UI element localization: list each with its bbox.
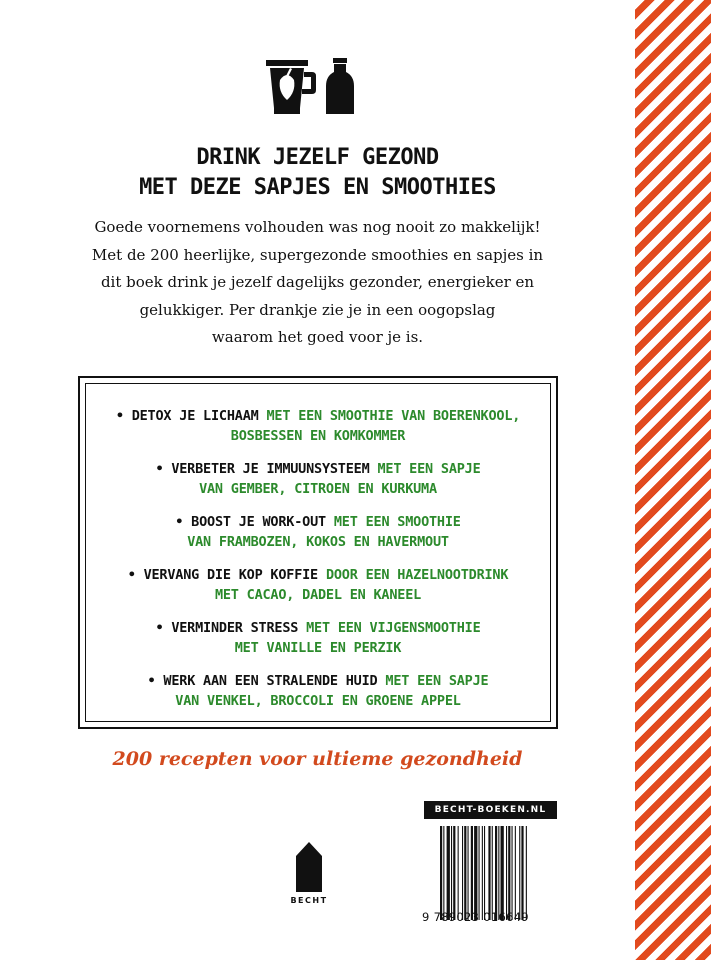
decorative-stripes (635, 0, 711, 960)
benefit-item (86, 512, 550, 552)
benefits-box-inner-border (85, 383, 551, 722)
benefit-lead: VERMINDER STRESS (171, 620, 299, 636)
barcode-bar (498, 826, 499, 920)
barcode-bar (508, 826, 510, 920)
benefit-detail: MET EEN SMOOTHIE VAN BOERENKOOL, (266, 408, 521, 424)
barcode-bar (468, 826, 469, 920)
barcode-bar (464, 826, 466, 920)
barcode-bar (488, 826, 490, 920)
barcode-bar (462, 826, 463, 920)
intro-line: Met de 200 heerlijke, supergezonde smoothies en sapjes in (91, 245, 544, 264)
benefit-detail: VAN VENKEL, BROCCOLI EN GROENE APPEL (175, 693, 461, 709)
barcode-bar (458, 826, 459, 920)
benefit-lead: VERVANG DIE KOP KOFFIE (143, 567, 318, 583)
barcode-bar (484, 826, 485, 920)
barcode-bar (501, 826, 504, 920)
barcode (440, 826, 558, 920)
benefit-detail: VAN FRAMBOZEN, KOKOS EN HAVERMOUT (187, 534, 449, 550)
bullet: • (175, 514, 184, 530)
benefit-detail: MET EEN VIJGENSMOOTHIE (306, 620, 481, 636)
benefit-detail: MET VANILLE EN PERZIK (234, 640, 402, 656)
barcode-bar (471, 826, 473, 920)
barcode-bar (506, 826, 507, 920)
tagline: 200 recepten voor ultieme gezondheid (112, 748, 523, 770)
benefit-item (86, 671, 550, 711)
barcode-bar (474, 826, 477, 920)
website-label: BECHT-BOEKEN.NL (424, 801, 557, 819)
blender-icon (266, 60, 316, 114)
benefit-detail: MET CACAO, DADEL EN KANEEL (214, 587, 422, 603)
barcode-bar (440, 826, 442, 920)
benefit-item (86, 618, 550, 658)
benefit-detail: DOOR EEN HAZELNOOTDRINK (325, 567, 509, 583)
drink-icons (264, 58, 364, 116)
bullet: • (147, 673, 156, 689)
barcode-bar (512, 826, 513, 920)
bullet: • (127, 567, 136, 583)
benefit-lead: VERBETER JE IMMUUNSYSTEEM (171, 461, 370, 477)
barcode-bar (526, 826, 527, 920)
barcode-bar (451, 826, 452, 920)
benefit-detail: MET EEN SMOOTHIE (333, 514, 461, 530)
isbn-number: 9 789023 016649 (422, 910, 529, 924)
intro-line: gelukkiger. Per drankje zie je in een oogopslag (139, 300, 496, 319)
benefit-lead: BOOST JE WORK-OUT (191, 514, 326, 530)
barcode-bar (521, 826, 523, 920)
benefit-detail: BOSBESSEN EN KOMKOMMER (230, 428, 406, 444)
barcode-bar (453, 826, 455, 920)
barcode-bar (443, 826, 444, 920)
benefit-item (86, 406, 550, 446)
intro-line: waarom het goed voor je is. (211, 328, 424, 346)
intro-paragraph (70, 214, 565, 352)
barcode-bar (519, 826, 520, 920)
benefit-lead: DETOX JE LICHAAM (131, 408, 259, 424)
bullet: • (155, 461, 164, 477)
benefit-lead: WERK AAN EEN STRALENDE HUID (163, 673, 378, 689)
barcode-bar (515, 826, 516, 920)
milk-bottle-icon (326, 58, 354, 114)
intro-line: Goede voornemens volhouden was nog nooit zo makkelijk! (94, 218, 541, 236)
benefit-item (86, 565, 550, 605)
benefits-list (86, 406, 550, 724)
headline-line-2: MET DEZE SAPJES EN SMOOTHIES (139, 175, 496, 200)
bullet: • (115, 408, 124, 424)
benefit-detail: VAN GEMBER, CITROEN EN KURKUMA (199, 481, 437, 497)
headline (0, 143, 635, 203)
benefits-box (78, 376, 558, 729)
intro-line: dit boek drink je jezelf dagelijks gezonder, energieker en (100, 273, 535, 291)
publisher-name: BECHT (290, 896, 328, 905)
headline-line-1: DRINK JEZELF GEZOND (196, 145, 439, 170)
barcode-bar (479, 826, 480, 920)
barcode-bar (482, 826, 483, 920)
barcode-bar (447, 826, 450, 920)
barcode-bar (495, 826, 497, 920)
benefit-detail: MET EEN SAPJE (377, 461, 481, 477)
benefit-item (86, 459, 550, 499)
bullet: • (155, 620, 164, 636)
benefit-detail: MET EEN SAPJE (385, 673, 489, 689)
becht-house-logo-icon (296, 842, 322, 892)
barcode-bar (492, 826, 493, 920)
